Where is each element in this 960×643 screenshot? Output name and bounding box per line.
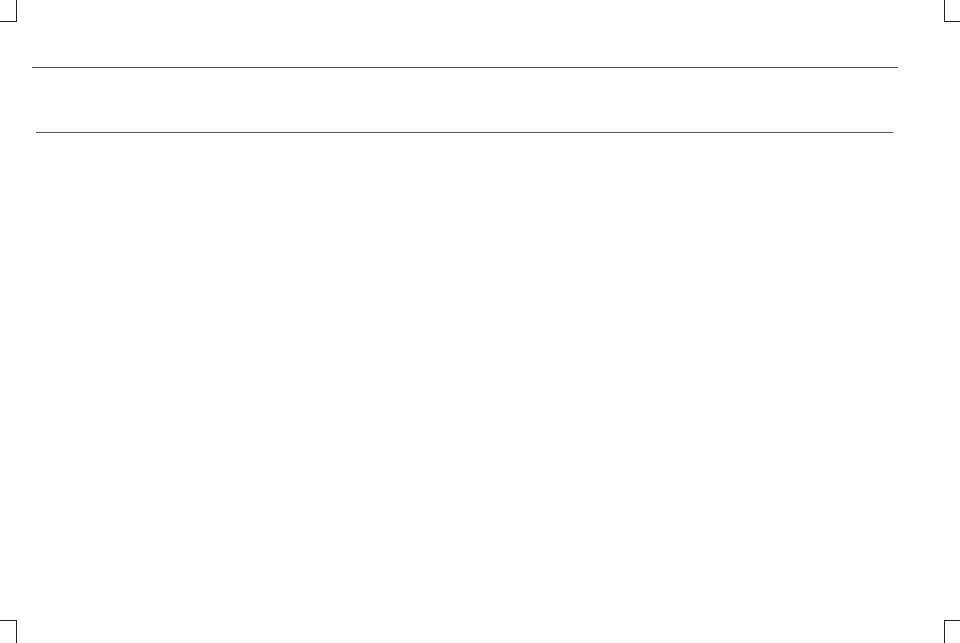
table-header-row [36,110,893,133]
crop-mark [0,21,16,22]
crop-mark [16,0,17,22]
column-header-number [36,110,276,133]
fuse-table [36,110,893,133]
crop-mark [944,620,945,643]
title-divider [32,67,898,68]
crop-mark [0,620,16,621]
column-header-amps [276,110,516,133]
crop-mark [16,620,17,643]
crop-mark [944,0,945,22]
crop-mark [944,21,960,22]
column-header-components [516,110,893,133]
crop-mark [944,620,960,621]
